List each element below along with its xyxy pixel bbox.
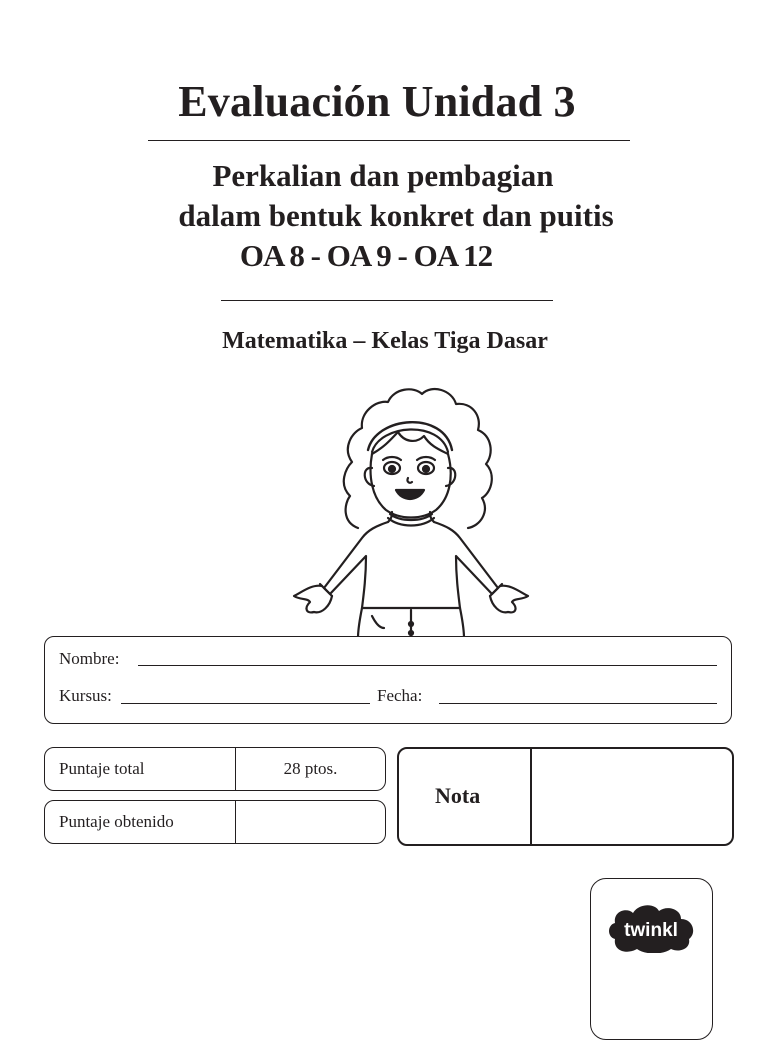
page-title: Evaluación Unidad 3: [178, 77, 576, 126]
total-score-value: 28 ptos.: [283, 759, 338, 778]
total-score-label: Puntaje total: [59, 759, 145, 778]
course-field-label: Kursus:: [59, 686, 112, 705]
student-info-box: [44, 636, 732, 724]
logo-text: twinkl: [624, 920, 678, 941]
name-field[interactable]: [138, 665, 717, 666]
course-field[interactable]: [121, 703, 370, 704]
logo-frame: [590, 878, 713, 1040]
obtained-score-box: [44, 800, 386, 844]
grade-label: Nota: [435, 783, 481, 808]
girl-outline-illustration: [280, 380, 540, 638]
obtained-score-label: Puntaje obtenido: [59, 812, 174, 831]
course-label: Matematika – Kelas Tiga Dasar: [222, 328, 548, 354]
grade-box: [397, 747, 734, 846]
objectives-codes: OA 8 - OA 9 - OA 12: [239, 238, 493, 273]
grade-divider: [530, 749, 532, 844]
date-label: Fecha:: [377, 686, 423, 705]
subtitle-line-1: Perkalian dan pembagian: [212, 158, 554, 193]
subtitle-divider: [221, 300, 553, 301]
title-divider: [148, 140, 630, 141]
total-score-box: [44, 747, 386, 791]
date-field[interactable]: [439, 703, 717, 704]
twinkl-logo-icon: [605, 899, 697, 953]
obtained-score-divider: [235, 801, 236, 843]
subtitle-line-2: dalam bentuk konkret dan puitis: [178, 198, 614, 233]
name-label: Nombre:: [59, 649, 120, 668]
